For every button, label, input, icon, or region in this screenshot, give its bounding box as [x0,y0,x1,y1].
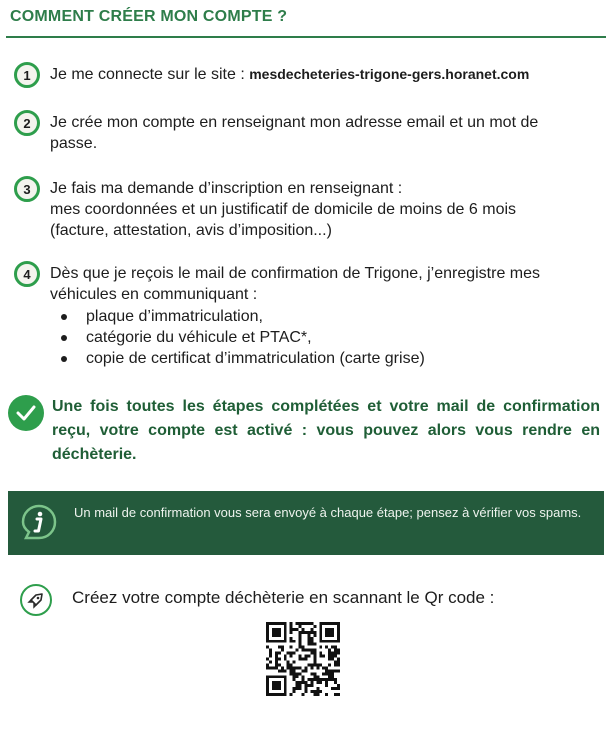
title-divider [6,36,606,38]
step-1-label: Je me connecte sur le site : [50,66,245,83]
info-bubble-icon [20,503,58,541]
check-circle-icon [8,395,44,431]
step-2-text: Je crée mon compte en renseignant mon adresse email et un mot de passe. [50,114,539,152]
step-4-intro: Dès que je reçois le mail de confirmation de Trigone, j’enregistre mes véhicules en communiquant : [50,265,541,303]
step-number-1: 1 [14,62,40,88]
info-text: Un mail de confirmation vous sera envoyé à chaque étape; pensez à vérifier vos spams. [74,505,582,520]
list-item: plaque d’immatriculation, [50,306,605,327]
step-3-line-2: mes coordonnées et un justificatif de domicile de moins de 6 mois [50,201,517,218]
step-3-text [50,178,605,241]
step-number-4: 4 [14,261,40,287]
step-1-text [50,64,605,85]
qr-code[interactable] [266,622,340,696]
info-banner [8,491,604,555]
vehicle-info-list [50,306,605,369]
list-item: copie de certificat d’immatriculation (carte grise) [50,348,605,369]
page-title: COMMENT CRÉER MON COMPTE ? [10,8,288,25]
step-3-line-1: Je fais ma demande d’inscription en renseignant : [50,180,403,197]
qr-prompt [20,582,600,616]
list-item: catégorie du véhicule et PTAC*, [50,327,605,348]
step-number-2: 2 [14,110,40,136]
qr-prompt-text: Créez votre compte déchèterie en scannant le Qr code : [72,588,495,607]
step-4-text [50,263,605,369]
step-3-line-3: (facture, attestation, avis d’imposition...) [50,222,332,239]
step-number-3: 3 [14,176,40,202]
completion-text: Une fois toutes les étapes complétées et votre mail de confirmation reçu, votre compte est activé : vous pouvez alors vous rendre en déchèterie. [52,398,600,463]
rocket-icon [20,584,52,616]
website-link[interactable]: mesdecheteries-trigone-gers.horanet.com [249,66,530,82]
